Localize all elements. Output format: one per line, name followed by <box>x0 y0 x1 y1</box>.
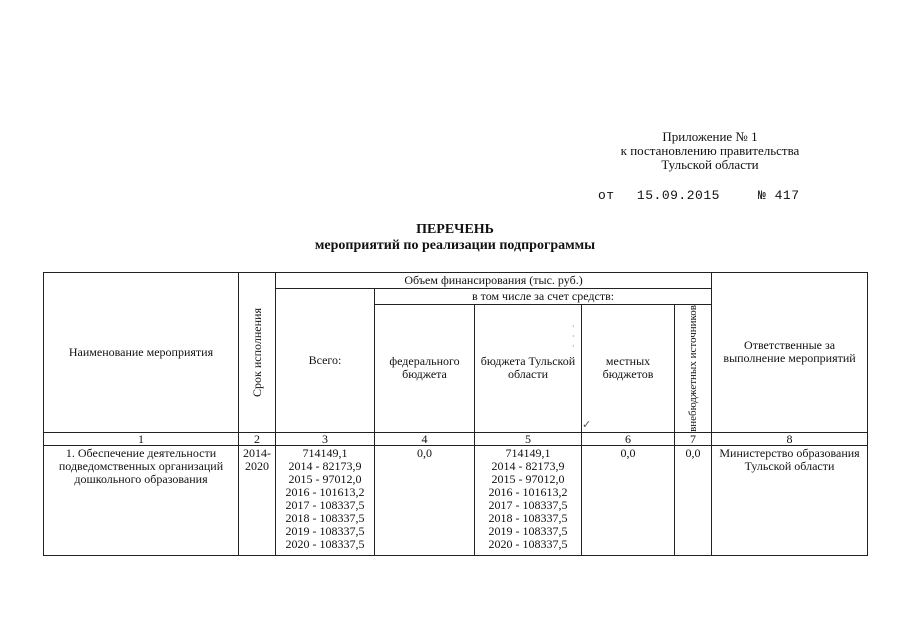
column-number: 4 <box>375 432 475 445</box>
row-regional-year: 2018 - 108337,5 <box>488 510 568 525</box>
row-total-year: 2019 - 108337,5 <box>285 523 365 538</box>
appendix-title: Приложение № 1 <box>662 129 758 144</box>
row-regional-year: 2014 - 82173,9 <box>491 458 565 473</box>
row-offbudget: 0,0 <box>675 445 712 555</box>
row-term-end: 2020 <box>245 458 269 473</box>
column-number: 5 <box>475 432 582 445</box>
column-number: 3 <box>276 432 375 445</box>
row-total-sum: 714149,1 <box>302 445 348 460</box>
header-local: местных бюджетов <box>582 305 675 433</box>
row-regional <box>475 445 582 555</box>
column-numbers-row <box>44 432 868 445</box>
row-regional-year: 2017 - 108337,5 <box>488 497 568 512</box>
row-total-year: 2015 - 97012,0 <box>288 471 362 486</box>
row-total-year: 2018 - 108337,5 <box>285 510 365 525</box>
header-total: Всего: <box>276 289 375 433</box>
header-name: Наименование мероприятия <box>44 273 239 433</box>
column-number: 7 <box>675 432 712 445</box>
column-number: 8 <box>712 432 868 445</box>
header-offbudget: внебюджетных источников <box>687 305 700 432</box>
header-responsible: Ответственные за выполнение мероприятий <box>712 273 868 433</box>
document-title <box>200 222 710 254</box>
row-total <box>276 445 375 555</box>
decree-number-label: № <box>758 188 767 203</box>
column-number: 1 <box>44 432 239 445</box>
row-regional-year: 2015 - 97012,0 <box>491 471 565 486</box>
header-term-text: Срок исполнения <box>250 307 264 397</box>
row-regional-sum: 714149,1 <box>505 445 551 460</box>
row-total-year: 2017 - 108337,5 <box>285 497 365 512</box>
appendix-block <box>560 130 860 172</box>
row-regional-year: 2019 - 108337,5 <box>488 523 568 538</box>
row-total-year: 2020 - 108337,5 <box>285 536 365 551</box>
header-federal: федерального бюджета <box>375 305 475 433</box>
column-number: 6 <box>582 432 675 445</box>
pen-mark: ✓ <box>582 419 592 431</box>
row-federal: 0,0 <box>375 445 475 555</box>
title-heading: ПЕРЕЧЕНЬ <box>416 222 494 237</box>
row-local: 0,0 <box>582 445 675 555</box>
row-total-year: 2016 - 101613,2 <box>285 484 365 499</box>
header-including: в том числе за счет средств: <box>375 289 712 305</box>
table-row <box>44 445 868 555</box>
row-responsible: Министерство образования Тульской области <box>712 445 868 555</box>
row-term-start: 2014- <box>243 445 271 460</box>
decree-number: 417 <box>774 188 800 203</box>
decree-number-group <box>758 188 800 203</box>
row-regional-year: 2016 - 101613,2 <box>488 484 568 499</box>
decree-date: 15.09.2015 <box>636 188 720 203</box>
row-regional-year: 2020 - 108337,5 <box>488 536 568 551</box>
row-term <box>239 445 276 555</box>
decree-line <box>598 188 800 203</box>
scan-dots: · · · <box>572 322 575 351</box>
header-regional: бюджета Тульской области <box>475 305 582 433</box>
measures-table <box>43 272 868 556</box>
appendix-resolution: к постановлению правительства <box>620 143 800 158</box>
decree-from-label: от <box>598 188 615 203</box>
header-funding: Объем финансирования (тыс. руб.) <box>276 273 712 289</box>
column-number: 2 <box>239 432 276 445</box>
row-name: 1. Обеспечение деятельности подведомственных организаций дошкольного образования <box>44 445 239 555</box>
appendix-region: Тульской области <box>661 157 759 172</box>
title-subheading: мероприятий по реализации подпрограммы <box>314 238 596 253</box>
row-total-year: 2014 - 82173,9 <box>288 458 362 473</box>
header-term <box>239 273 276 433</box>
header-offbudget-cell <box>675 305 712 433</box>
